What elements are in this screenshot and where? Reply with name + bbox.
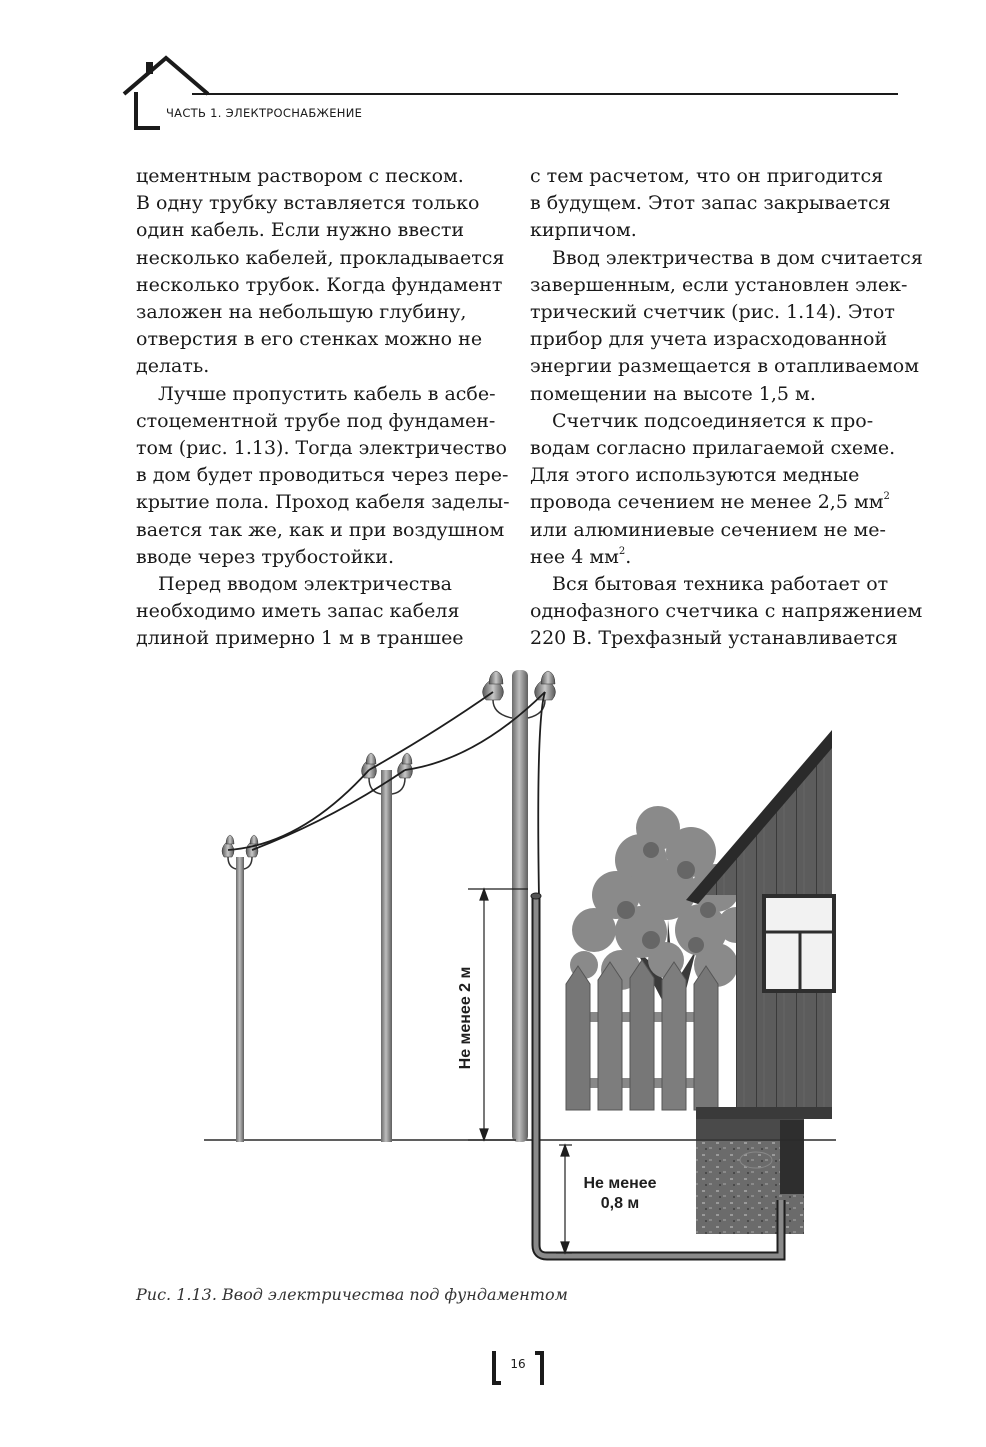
text-line bbox=[530, 625, 900, 652]
header-rule bbox=[192, 93, 898, 95]
text-line bbox=[530, 381, 900, 408]
text-line bbox=[136, 571, 506, 598]
text-line-content: несколько кабелей, прокладывается bbox=[136, 246, 505, 269]
text-line-content: необходимо иметь запас кабеля bbox=[136, 600, 460, 623]
text-column-right bbox=[530, 163, 923, 653]
text-line-content: или алюминиевые сечением не ме- bbox=[530, 518, 886, 541]
text-line bbox=[530, 163, 900, 190]
text-line-content: Вся бытовая техника работает от bbox=[552, 573, 889, 596]
text-line-content: Счетчик подсоединяется к про- bbox=[552, 409, 874, 432]
text-line bbox=[530, 544, 900, 571]
text-line-content: заложен на небольшую глубину, bbox=[136, 301, 467, 324]
text-line bbox=[530, 245, 923, 272]
text-line-content: крытие пола. Проход кабеля заделы- bbox=[136, 491, 510, 514]
text-line-content: цементным раствором с песком. bbox=[136, 165, 464, 187]
depth-dimension-label-line2: 0,8 м bbox=[600, 1195, 640, 1212]
text-line-content: прибор для учета израсходованной bbox=[530, 328, 888, 351]
depth-dimension-line bbox=[556, 1145, 572, 1253]
text-line bbox=[136, 462, 509, 489]
text-line bbox=[136, 489, 510, 516]
text-line bbox=[136, 598, 506, 625]
text-line bbox=[530, 462, 900, 489]
fence-illustration bbox=[566, 960, 718, 1110]
text-line bbox=[136, 381, 506, 408]
text-line bbox=[530, 598, 923, 625]
text-line-content: том (рис. 1.13). Тогда электричество bbox=[136, 437, 507, 460]
text-line bbox=[530, 408, 900, 435]
text-line bbox=[136, 544, 506, 571]
text-line bbox=[136, 217, 506, 244]
text-line-content: Ввод электричества в дом считается bbox=[552, 246, 923, 269]
text-line-content: нее 4 мм bbox=[530, 545, 619, 568]
text-line bbox=[136, 517, 506, 544]
text-line-content: в дом будет проводиться через пере- bbox=[136, 464, 509, 487]
text-line bbox=[136, 190, 506, 217]
text-line bbox=[136, 435, 506, 462]
superscript: 2 bbox=[883, 491, 890, 503]
text-line bbox=[530, 435, 900, 462]
text-line-content: помещении на высоте 1,5 м. bbox=[530, 382, 816, 405]
text-line-content: В одну трубку вставляется только bbox=[136, 192, 480, 215]
text-column-left bbox=[136, 163, 510, 653]
text-line bbox=[530, 489, 900, 516]
text-line-content: один кабель. Если нужно ввести bbox=[136, 219, 465, 242]
text-line bbox=[530, 571, 900, 598]
text-line-content: длиной примерно 1 м в траншее bbox=[136, 627, 464, 650]
text-line-content: вается так же, как и при воздушном bbox=[136, 518, 505, 541]
text-line bbox=[136, 353, 506, 380]
text-line-content: Перед вводом электричества bbox=[158, 573, 452, 596]
text-line bbox=[530, 299, 900, 326]
depth-dimension-label-line1: Не менее bbox=[583, 1175, 657, 1192]
text-line bbox=[136, 245, 506, 272]
text-line-content: делать. bbox=[136, 355, 210, 378]
page-number-bracket-right bbox=[535, 1351, 544, 1385]
text-line bbox=[136, 408, 506, 435]
text-line bbox=[136, 272, 506, 299]
text-line-content: с тем расчетом, что он пригодится bbox=[530, 165, 884, 187]
text-line bbox=[136, 625, 506, 652]
text-line bbox=[136, 326, 506, 353]
text-line-content: трический счетчик (рис. 1.14). Этот bbox=[530, 301, 895, 324]
figure-caption: Рис. 1.13. Ввод электричества под фундаментом bbox=[136, 1285, 568, 1304]
house-logo-icon bbox=[120, 52, 220, 132]
figure-illustration bbox=[196, 660, 846, 1290]
text-line bbox=[136, 163, 506, 190]
text-line-content: энергии размещается в отапливаемом bbox=[530, 355, 919, 378]
running-header-title: ЧАСТЬ 1. ЭЛЕКТРОСНАБЖЕНИЕ bbox=[166, 106, 363, 120]
text-line-content: Для этого используются медные bbox=[530, 464, 860, 487]
page-number: 16 bbox=[510, 1357, 526, 1371]
text-line bbox=[136, 299, 506, 326]
text-line-content: завершенным, если установлен элек- bbox=[530, 273, 908, 296]
text-line-content: водам согласно прилагаемой схеме. bbox=[530, 437, 896, 460]
page-number-box bbox=[492, 1351, 544, 1383]
height-dimension-label: Не менее 2 м bbox=[457, 966, 474, 1070]
text-line-content: Лучше пропустить кабель в асбе- bbox=[158, 382, 496, 405]
text-line bbox=[530, 272, 908, 299]
text-line-content: вводе через трубостойки. bbox=[136, 545, 394, 568]
text-line-content: несколько трубок. Когда фундамент bbox=[136, 273, 503, 296]
text-line-content: 220 В. Трехфазный устанавливается bbox=[530, 627, 898, 650]
text-line-content: стоцементной трубе под фундамен- bbox=[136, 409, 496, 432]
text-line-content: отверстия в его стенках можно не bbox=[136, 328, 483, 351]
text-line bbox=[530, 217, 900, 244]
text-line-content: кирпичом. bbox=[530, 219, 637, 242]
text-line-content: однофазного счетчика с напряжением bbox=[530, 600, 923, 623]
text-line-tail: . bbox=[625, 545, 632, 568]
text-line-content: в будущем. Этот запас закрывается bbox=[530, 192, 891, 215]
text-line-content: провода сечением не менее 2,5 мм bbox=[530, 491, 884, 514]
text-line bbox=[530, 353, 919, 380]
text-line bbox=[530, 517, 900, 544]
superscript: 2 bbox=[618, 545, 626, 557]
text-line bbox=[530, 190, 900, 217]
text-line bbox=[530, 326, 900, 353]
